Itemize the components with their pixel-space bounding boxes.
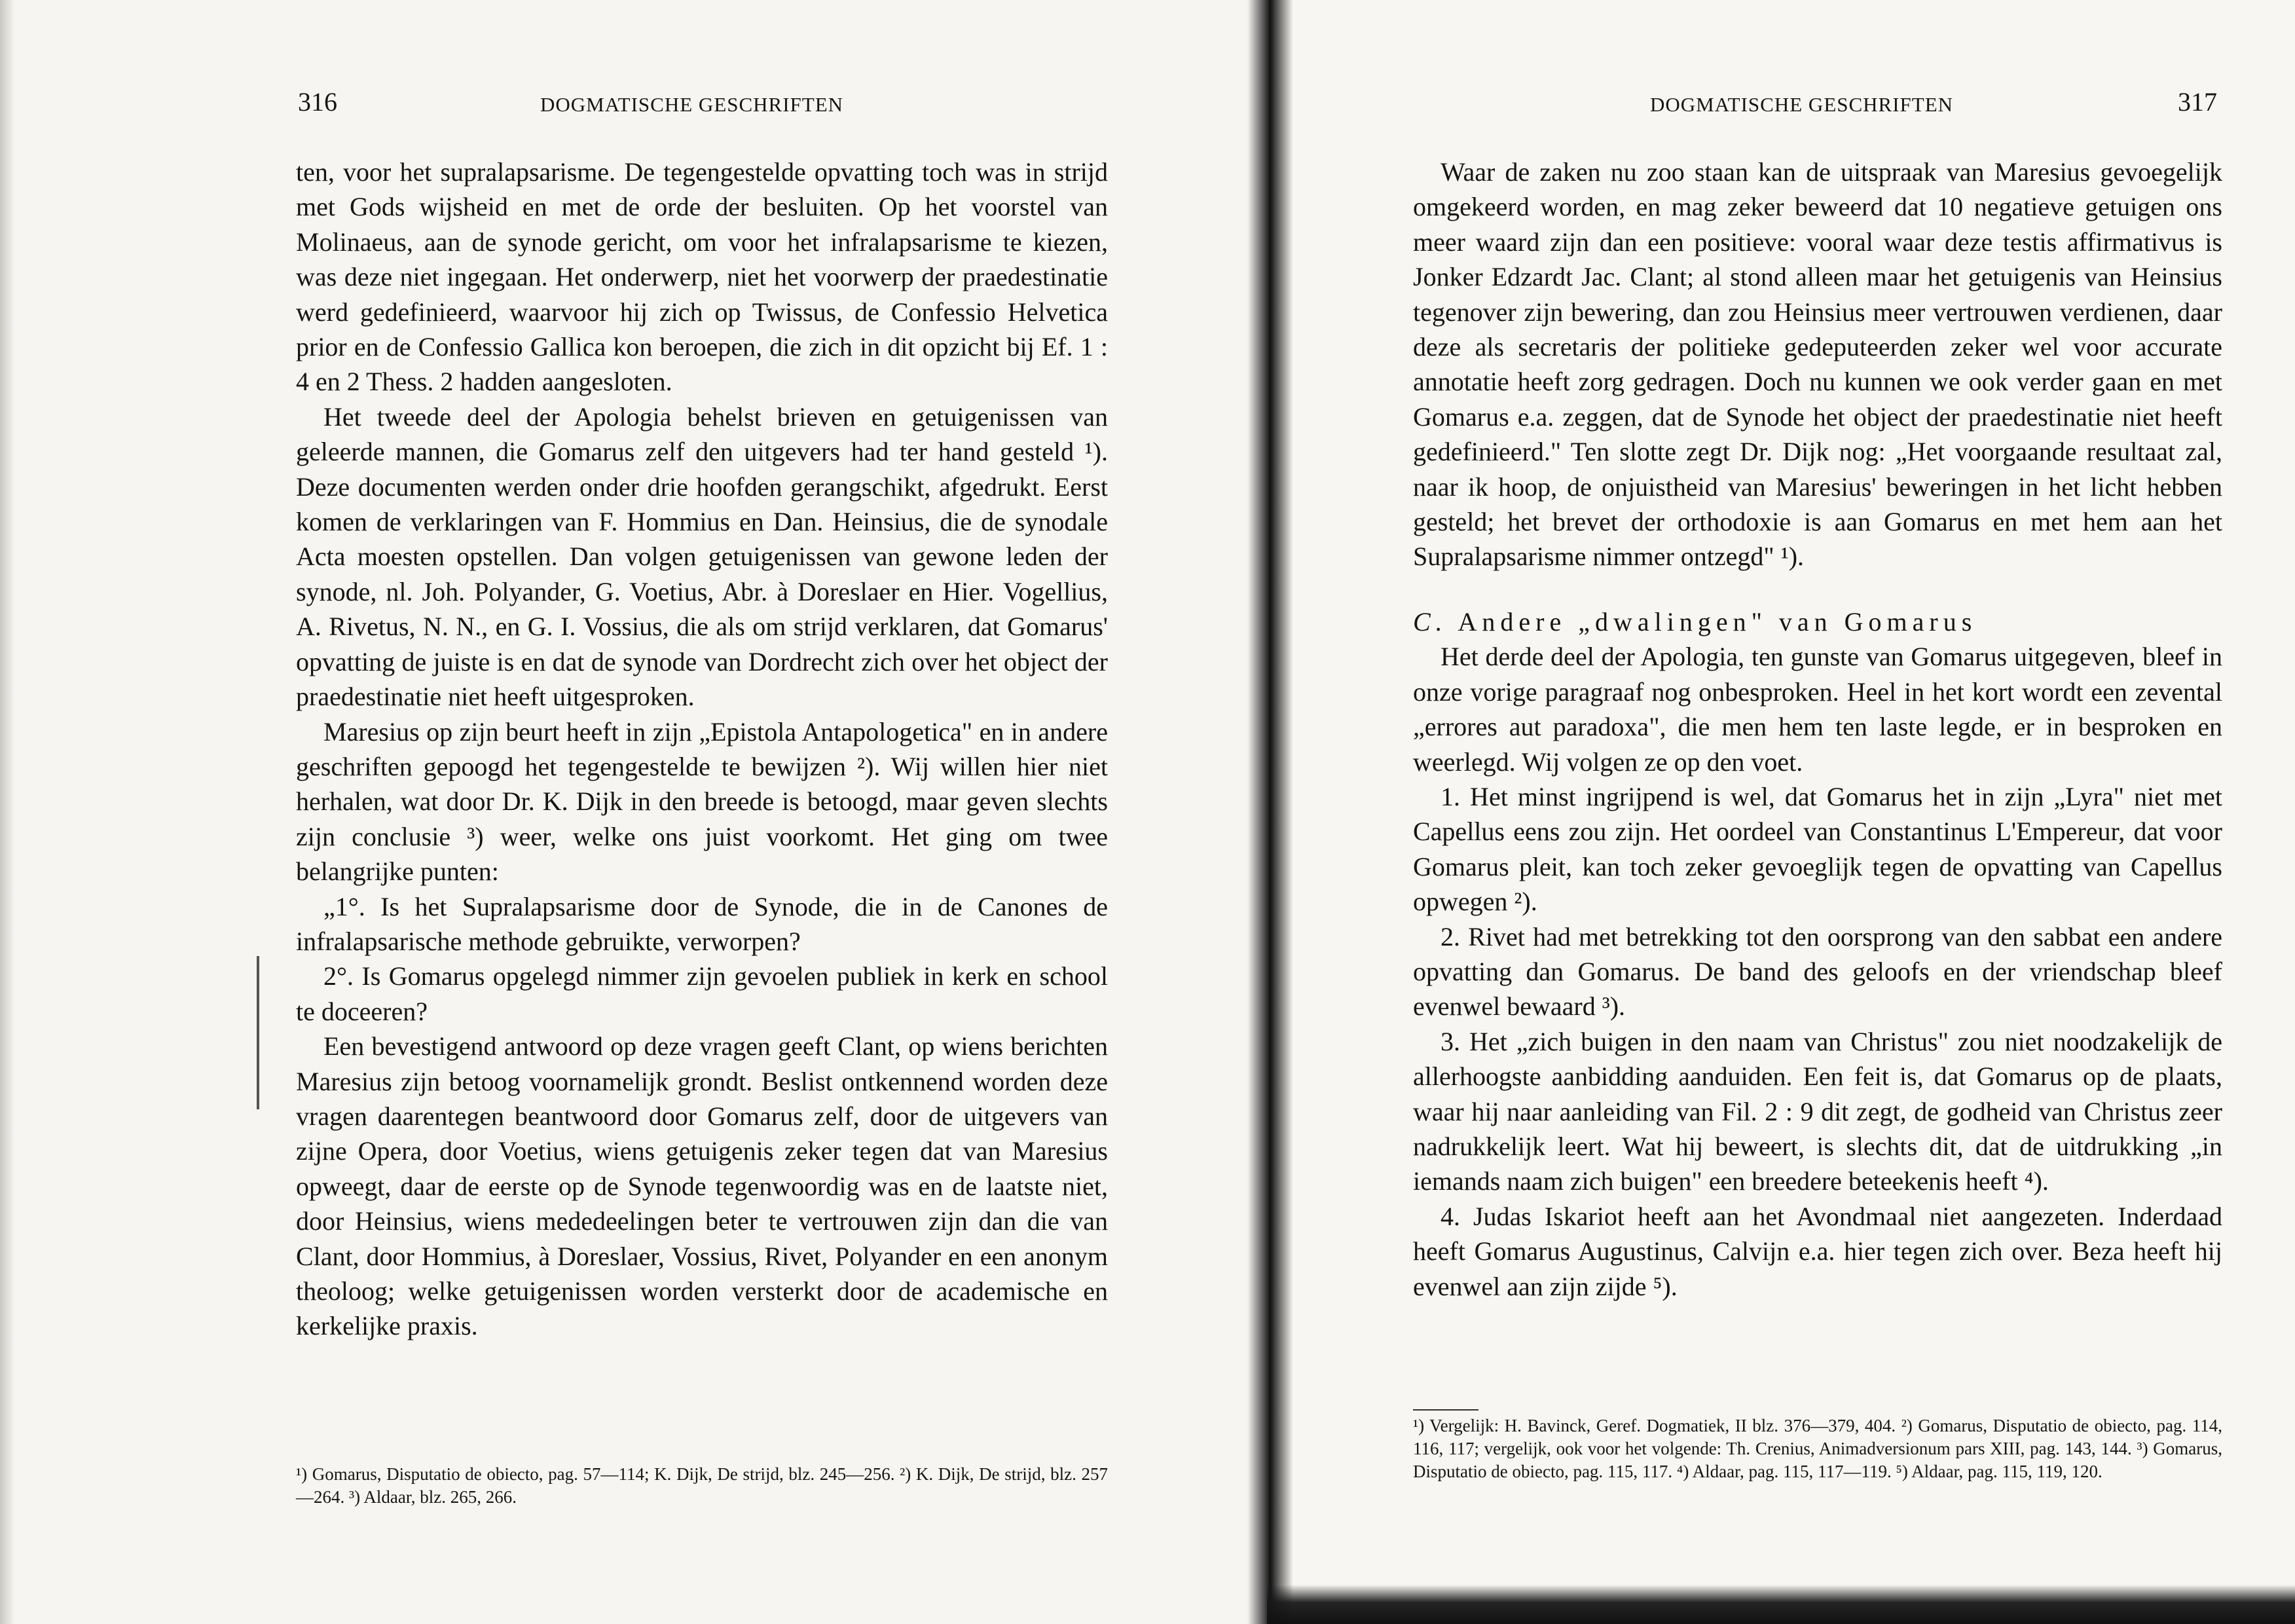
section-title: Andere „dwalingen" van Gomarus [1458,606,1977,637]
left-paragraph-6: Een bevestigend antwoord op deze vragen geeft Clant, op wiens berichten Maresius zijn betoog voornamelijk grondt. Beslist ontkennend worden deze vragen daarentegen beantwoord door Gomarus zelf, door de uitgevers van zijne Opera, door Voetius, wiens getuigenis zeker tegen dat van Maresius opweegt, daar de eerste op de Synode tegenwoordig was en de laatste niet, door Heinsius, wiens mededeelingen beter te vertrouwen zijn dan die van Clant, door Hommius, à Doreslaer, Vossius, Rivet, Polyander en een anonym theoloog; welke getuigenissen worden versterkt door de academische en kerkelijke praxis. [296,1031,1108,1341]
footnote-rule [1413,1409,1478,1411]
book-gutter [1247,0,1293,1624]
right-paragraph-2: Het derde deel der Apologia, ten gunste van Gomarus uitgegeven, bleef in onze vorige paragraaf nog onbesproken. Heel in het kort wordt een zevental „errores aut paradoxa", die men hem ten laste legde, er in besproken en weerlegd. Wij volgen ze op den voet. [1413,642,2222,777]
scan-bottom-shadow [1267,1585,2295,1624]
left-paragraph-3: Maresius op zijn beurt heeft in zijn „Epistola Antapologetica" en in andere geschriften gepoogd het tegengestelde te bewijzen ²). Wij willen hier niet herhalen, wat door Dr. K. Dijk in den breede is betoogd, maar geven slechts zijn conclusie ³) weer, welke ons juist voorkomt. Het ging om twee belangrijke punten: [296,716,1108,887]
right-body-text [1413,155,2222,1304]
section-label: C. [1413,606,1448,637]
left-paragraph-5: 2°. Is Gomarus opgelegd nimmer zijn gevoelen publiek in kerk en school te doceeren? [296,961,1108,1026]
left-footnote-text: ¹) Gomarus, Disputatio de obiecto, pag. 57—114; K. Dijk, De strijd, blz. 245—256. ²) K. Dijk, De strijd, blz. 257—264. ³) Aldaar, blz. 265, 266. [296,1464,1108,1507]
running-head-left: DOGMATISCHE GESCHRIFTEN [540,93,844,116]
page-edge-shadow [0,0,14,1624]
section-heading [1413,604,2222,639]
right-paragraph-1: Waar de zaken nu zoo staan kan de uitspraak van Maresius gevoegelijk omgekeerd worden, en mag zeker beweerd dat 10 negatieve getuigen ons meer waard zijn dan een positieve: vooral waar deze testis affirmativus is Jonker Edzardt Jac. Clant; al stond alleen maar het getuigenis van Heinsius tegenover zijn bewering, dan zou Heinsius meer vertrouwen verdienen, daar deze als secretaris der politieke gedeputeerden zeker wel voor accurate annotatie heeft zorg gedragen. Doch nu kunnen we ook verder gaan en met Gomarus e.a. zeggen, dat de Synode het object der praedestinatie niet heeft gedefinieerd." Ten slotte zegt Dr. Dijk nog: „Het voorgaande resultaat zal, naar ik hoop, de onjuistheid van Maresius' beweringen in het licht hebben gesteld; het brevet der orthodoxie is aan Gomarus en met hem aan het Supralapsarisme nimmer ontzegd" ¹). [1413,157,2222,572]
right-footnotes [1413,1414,2222,1483]
left-paragraph-2: Het tweede deel der Apologia behelst brieven en getuigenissen van geleerde mannen, die Gomarus zelf den uitgevers had ter hand gesteld ¹). Deze documenten werden onder drie hoofden gerangschikt, afgedrukt. Eerst komen de verklaringen van F. Hommius en Dan. Heinsius, die de synodale Acta moesten opstellen. Dan volgen getuigenissen van gewone leden der synode, nl. Joh. Polyander, G. Voetius, Abr. à Doreslaer en Hier. Vogellius, A. Rivetus, N. N., en G. I. Vossius, die als om strijd verklaren, dat Gomarus' opvatting de juiste is en dat de synode van Dordrecht zich over het object der praedestinatie niet heeft uitgesproken. [296,401,1108,712]
left-footnotes [296,1463,1108,1509]
left-paragraph-1: ten, voor het supralapsarisme. De tegengestelde opvatting toch was in strijd met Gods wijsheid en met de orde der besluiten. Op het voorstel van Molinaeus, aan de synode gericht, om voor het infralapsarisme te kiezen, was deze niet ingegaan. Het onderwerp, niet het voorwerp der praedestinatie werd gedefinieerd, waarvoor hij zich op Twissus, de Confessio Helvetica prior en de Confessio Gallica kon beroepen, die zich in dit opzicht bij Ef. 1 : 4 en 2 Thess. 2 hadden aangesloten. [296,157,1108,397]
right-footnote-text: ¹) Vergelijk: H. Bavinck, Geref. Dogmatiek, II blz. 376—379, 404. ²) Gomarus, Disputatio de obiecto, pag. 114, 116, 117; vergelijk, ook voor het volgende: Th. Crenius, Animadversionum pars XIII, pag. 143, 144. ³) Gomarus, Disputatio de obiecto, pag. 115, 117. ⁴) Aldaar, pag. 115, 117—119. ⁵) Aldaar, pag. 115, 119, 120. [1413,1416,2222,1481]
right-paragraph-3: 1. Het minst ingrijpend is wel, dat Gomarus het in zijn „Lyra" niet met Capellus eens zou zijn. Het oordeel van Constantinus L'Empereur, dat voor Gomarus pleit, kan toch zeker gevoeglijk tegen de opvatting van Capellus opwegen ²). [1413,781,2222,917]
right-paragraph-6: 4. Judas Iskariot heeft aan het Avondmaal niet aangezeten. Inderdaad heeft Gomarus Augustinus, Calvijn e.a. hier tegen zich over. Beza heeft hij evenwel aan zijn zijde ⁵). [1413,1201,2222,1301]
right-paragraph-5: 3. Het „zich buigen in den naam van Christus" zou niet noodzakelijk de allerhoogste aanbidding aanduiden. Een feit is, dat Gomarus op de plaats, waar hij naar aanleiding van Fil. 2 : 9 dit zegt, de godheid van Christus zeer nadrukkelijk leert. Wat hij beweert, is slechts dit, dat de uitdrukking „in iemands naam zich buigen" een breedere beteekenis heeft ⁴). [1413,1026,2222,1196]
page-number-right: 317 [2178,87,2217,117]
page-number-left: 316 [298,87,337,117]
margin-mark [257,956,259,1109]
running-head-right: DOGMATISCHE GESCHRIFTEN [1650,93,1954,116]
left-paragraph-4: „1°. Is het Supralapsarisme door de Synode, die in de Canones de infralapsarische methode gebruikte, verworpen? [296,891,1108,956]
right-paragraph-4: 2. Rivet had met betrekking tot den oorsprong van den sabbat een andere opvatting dan Gomarus. De band des geloofs en der vriendschap bleef evenwel bewaard ³). [1413,921,2222,1022]
left-body-text [296,155,1108,1344]
